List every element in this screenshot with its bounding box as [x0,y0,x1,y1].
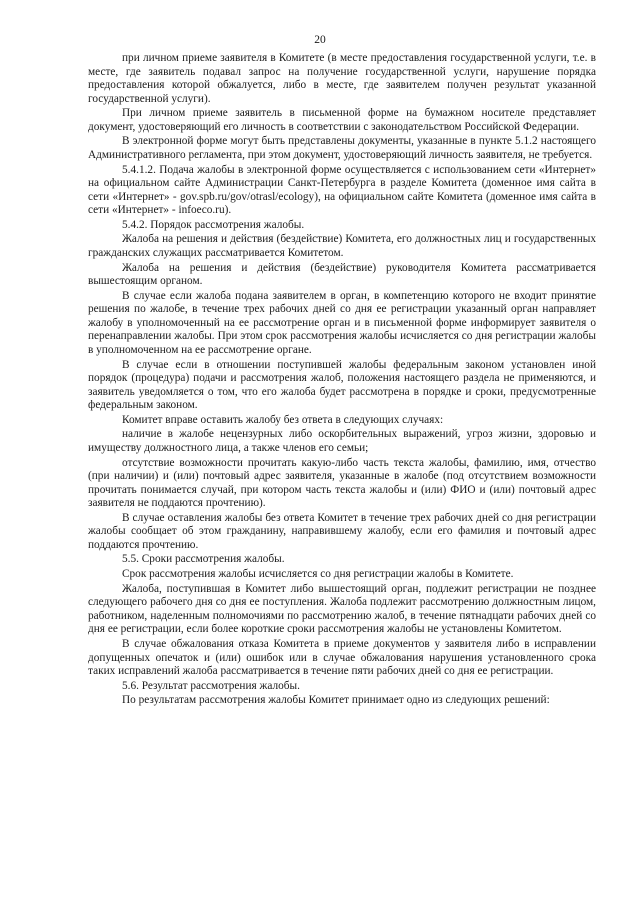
paragraph-5-4-1-2: 5.4.1.2. Подача жалобы в электронной форме осуществляется с использованием сети «Интернет» на официальном сайте Администрации Санкт-Петербурга в разделе Комитета (доменное имя сайта в сети «Интернет» - gov.spb.ru/gov/otrasl/ecology), на официальном сайте Комитета (доменное имя сайта в сети «Интернет» - infoeco.ru). [88,163,596,217]
page-number: 20 [314,34,326,46]
paragraph-no-answer-cases: Комитет вправе оставить жалобу без ответа в следующих случаях: [122,413,444,426]
heading-5-6: 5.6. Результат рассмотрения жалобы. [122,679,300,692]
paragraph-identity-document: При личном приеме заявитель в письменной форме на бумажном носителе представляет документ, удостоверяющий его личность в соответствии с законодательством Российской Федерации. [88,107,596,133]
heading-5-5: 5.5. Сроки рассмотрения жалобы. [122,553,285,566]
paragraph-review-term-start: Срок рассмотрения жалобы исчисляется со дня регистрации жалобы в Комитете. [122,568,514,581]
paragraph-committee-reviews: Жалоба на решения и действия (бездействие) Комитета, его должностных лиц и государственных гражданских служащих рассматривается Комитетом. [88,233,596,259]
paragraph-redirect-complaint: В случае если жалоба подана заявителем в орган, в компетенцию которого не входит принятие решения по жалобе, в течение трех рабочих дней со дня ее регистрации указанный орган направляет жалобу в уполномоченный на ее рассмотрение орган и в письменной форме информирует заявителя о перенаправлении жалобы. При этом срок рассмотрения жалобы исчисляется со дня регистрации жалобы в уполномоченном на ее рассмотрение органе. [88,289,596,356]
paragraph-federal-law: В случае если в отношении поступившей жалобы федеральным законом установлен иной порядок (процедура) подачи и рассмотрения жалоб, положения настоящего раздела не применяются, и заявитель уведомляется о том, что его жалоба будет рассмотрена в порядке и сроки, предусмотренные федеральным законом. [88,358,596,411]
heading-5-4-2: 5.4.2. Порядок рассмотрения жалобы. [122,218,305,231]
paragraph-electronic-documents: В электронной форме могут быть представлены документы, указанные в пункте 5.1.2 настоящего Административного регламента, при этом документ, удостоверяющий личность заявителя, не требуется. [88,135,596,161]
paragraph-review-results: По результатам рассмотрения жалобы Комитет принимает одно из следующих решений: [122,694,550,707]
paragraph-head-complaint: Жалоба на решения и действия (бездействие) руководителя Комитета рассматривается вышестоящим органом. [88,261,596,288]
paragraph-personal-reception-place: при личном приеме заявителя в Комитете (в месте предоставления государственной услуги, т.е. в месте, где заявитель подавал запрос на получение государственной услуги, нарушение порядка предоставления которой обжалуется, либо в месте, где заявителем получен результат указанной государственной услуги). [88,52,596,105]
paragraph-refusal-appeal: В случае обжалования отказа Комитета в приеме документов у заявителя либо в исправлении допущенных опечаток и (или) ошибок или в случае обжалования нарушения установленного срока таких исправлений жалоба рассматривается в течение пяти рабочих дней со дня ее регистрации. [88,638,596,677]
paragraph-registration-term: Жалоба, поступившая в Комитет либо вышестоящий орган, подлежит регистрации не позднее следующего рабочего дня со дня ее поступления. Жалоба подлежит рассмотрению должностным лицом, работником, наделенным полномочиями по рассмотрению жалоб, в течение пятнадцати рабочих дней со дня ее регистрации, если более короткие сроки рассмотрения жалобы не установлены Комитетом. [88,582,596,636]
paragraph-no-answer-notice: В случае оставления жалобы без ответа Комитет в течение трех рабочих дней со дня регистрации жалобы сообщает об этом гражданину, направившему жалобу, если его фамилия и почтовый адрес поддаются прочтению. [88,511,596,551]
paragraph-unreadable-text: отсутствие возможности прочитать какую-либо часть текста жалобы, фамилию, имя, отчество (при наличии) и (или) почтовый адрес заявителя, указанные в жалобе (под отсутствием возможности прочитать понимается случай, при котором часть текста жалобы и (или) ФИО и (или) почтовый адрес заявителя не поддаются прочтению). [88,456,596,510]
document-body [88,52,596,709]
paragraph-obscene-language: наличие в жалобе нецензурных либо оскорбительных выражений, угроз жизни, здоровью и имуществу должностного лица, а также членов его семьи; [88,428,596,454]
